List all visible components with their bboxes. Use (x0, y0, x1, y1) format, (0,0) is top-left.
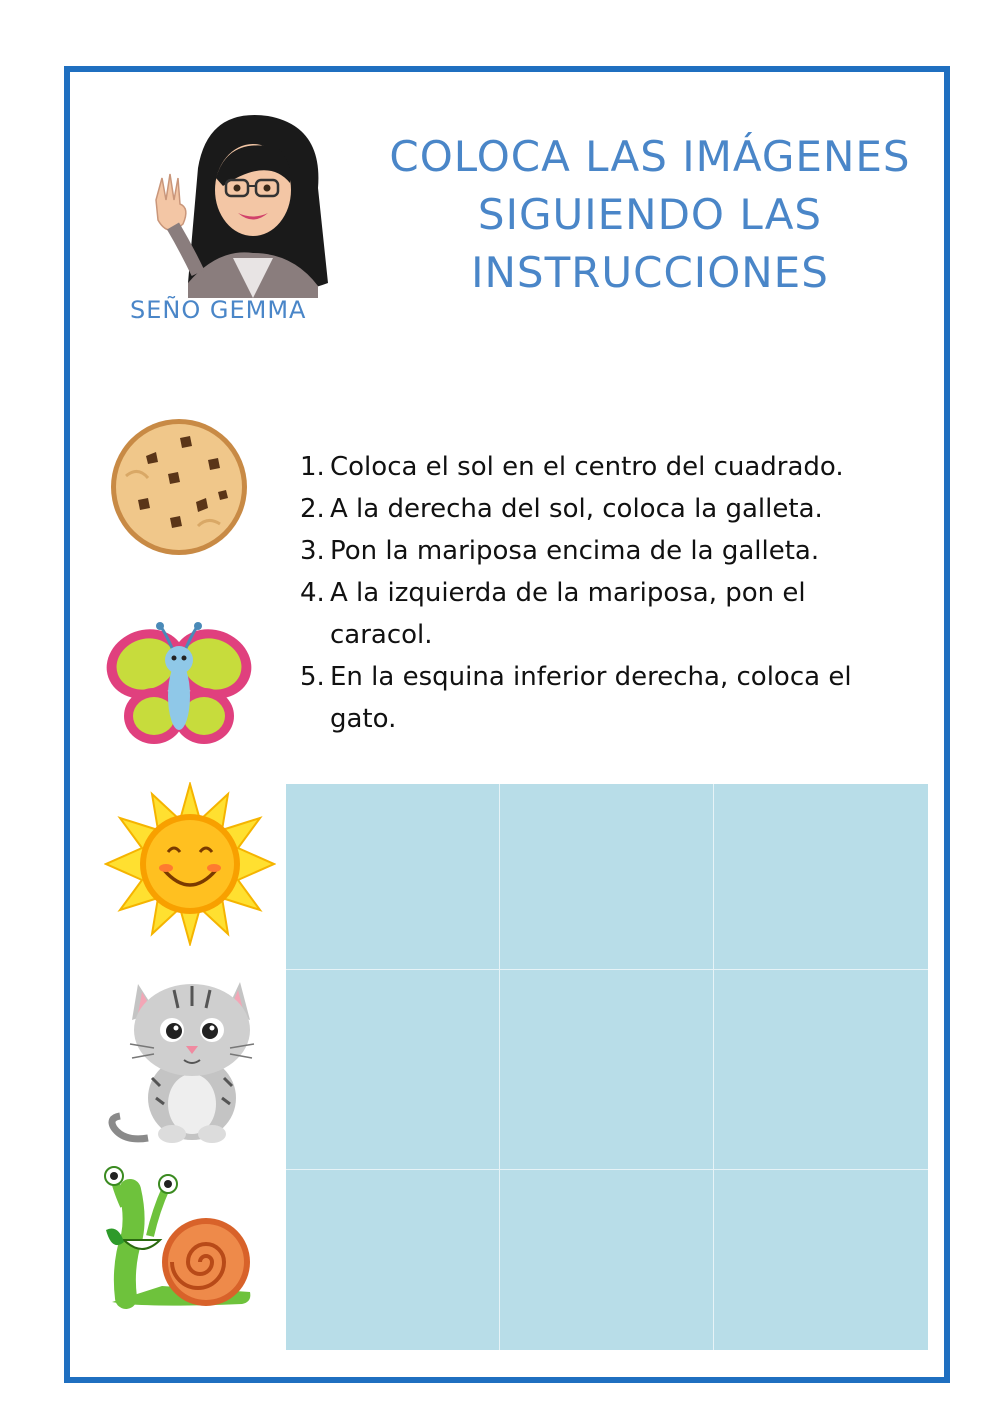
grid-cell-center[interactable] (500, 970, 714, 1170)
instruction-item (300, 446, 910, 488)
instruction-item (300, 572, 910, 656)
instruction-item (300, 530, 910, 572)
instruction-text: A la izquierda de la mariposa, pon el caracol. (330, 578, 806, 650)
instruction-number: 4. (300, 578, 325, 608)
sun-icon[interactable] (104, 782, 276, 946)
instruction-number: 2. (300, 494, 325, 524)
avatar (128, 108, 358, 328)
instruction-number: 3. (300, 536, 325, 566)
instruction-item (300, 488, 910, 530)
cat-icon[interactable] (104, 968, 268, 1148)
title-line-3: INSTRUCCIONES (471, 248, 829, 297)
grid-cell-bottom-right[interactable] (714, 1170, 928, 1350)
title-line-1: COLOCA LAS IMÁGENES (389, 132, 911, 181)
butterfly-icon[interactable] (104, 612, 254, 754)
instruction-number: 1. (300, 452, 325, 482)
instruction-item (300, 656, 910, 740)
title-line-2: SIGUIENDO LAS (477, 190, 823, 239)
grid-cell-top-left[interactable] (286, 784, 500, 970)
grid-cell-middle-right[interactable] (714, 970, 928, 1170)
drop-grid (286, 784, 928, 1350)
instruction-text: Coloca el sol en el centro del cuadrado. (330, 452, 844, 482)
instruction-text: A la derecha del sol, coloca la galleta. (330, 494, 823, 524)
instruction-text: En la esquina inferior derecha, coloca el gato. (330, 662, 852, 734)
grid-cell-bottom-left[interactable] (286, 1170, 500, 1350)
cookie-icon[interactable] (108, 416, 250, 558)
grid-cell-bottom-center[interactable] (500, 1170, 714, 1350)
instruction-number: 5. (300, 662, 325, 692)
avatar-name: SEÑO GEMMA (130, 296, 307, 324)
page-title (370, 128, 930, 302)
snail-icon[interactable] (102, 1166, 258, 1314)
grid-cell-middle-left[interactable] (286, 970, 500, 1170)
grid-cell-top-right[interactable] (714, 784, 928, 970)
instructions-list (300, 446, 910, 740)
grid-cell-top-center[interactable] (500, 784, 714, 970)
instruction-text: Pon la mariposa encima de la galleta. (330, 536, 820, 566)
